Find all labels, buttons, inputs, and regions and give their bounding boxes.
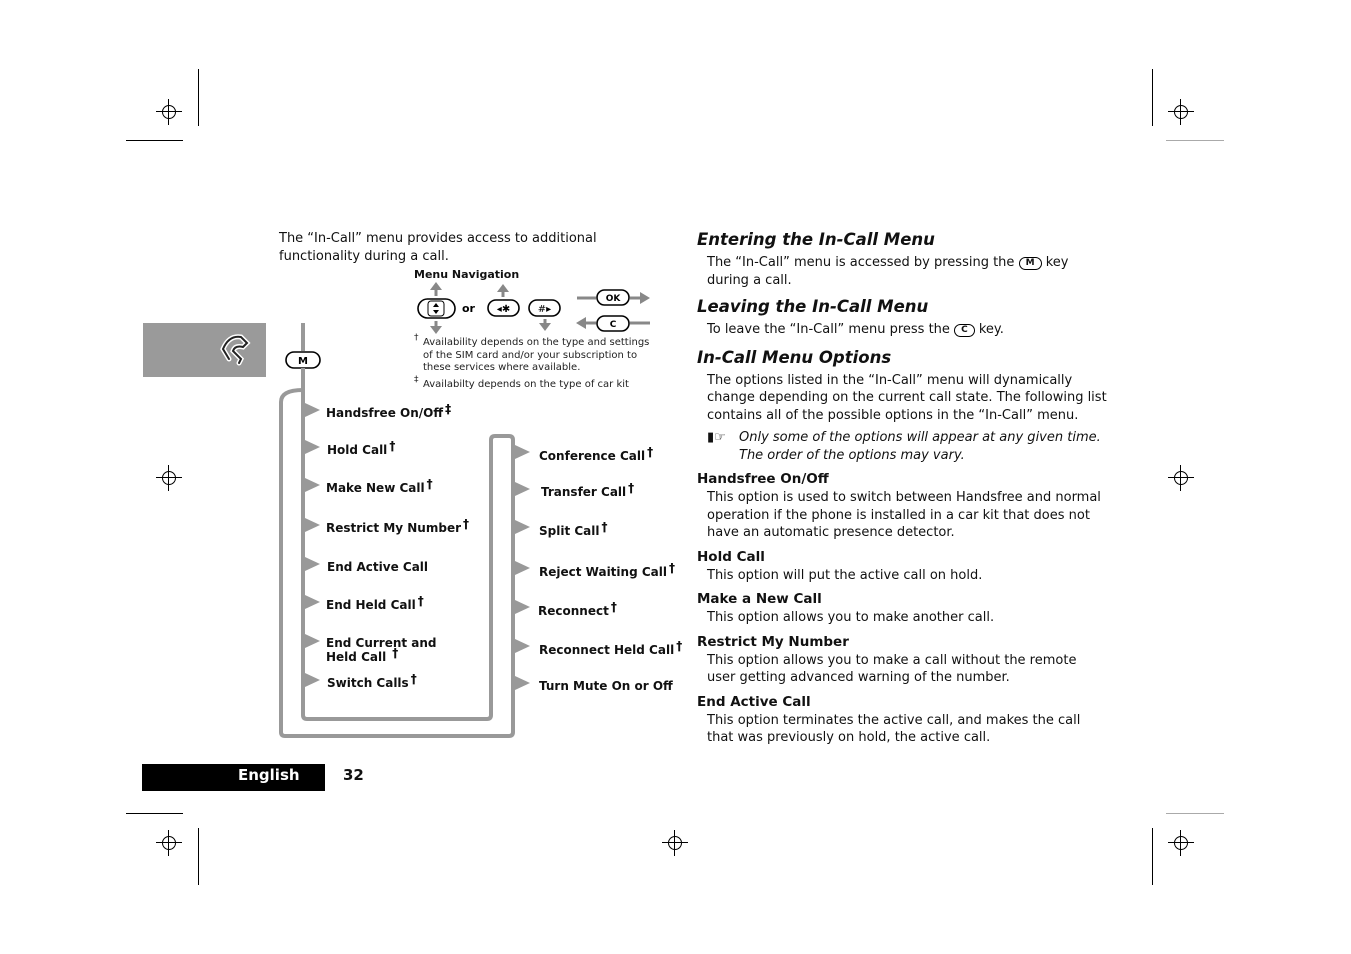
menu-item-end-current-line1: End Current and (326, 636, 437, 650)
section-text-leaving: To leave the “In-Call” menu press the C key. (707, 322, 1004, 337)
or-label: or (462, 302, 475, 315)
star-key-icon (488, 284, 519, 316)
ok-key-icon (577, 290, 650, 305)
page-number: 32 (343, 766, 364, 784)
section-title-entering: Entering the In-Call Menu (697, 230, 935, 249)
section-title-options: In-Call Menu Options (697, 347, 892, 367)
item-title-restrict-number: Restrict My Number (697, 633, 849, 650)
section-text-entering: The “In-Call” menu is accessed by pressing the M key during a call. (707, 255, 1069, 288)
nav-up-down-key-icon (418, 282, 455, 334)
footer-language: English (238, 766, 300, 784)
c-key-icon (576, 316, 650, 331)
double-dagger-text: Availabilty depends on the type of car kit (423, 379, 629, 390)
m-key-icon (286, 323, 320, 368)
item-title-end-active-call: End Active Call (697, 693, 811, 710)
item-text-make-new-call: This option allows you to make another call. (707, 610, 995, 625)
navigation-title: Menu Navigation (414, 268, 520, 281)
svg-text:M: M (298, 356, 308, 367)
svg-text:C: C (609, 320, 617, 330)
hash-key-icon (529, 300, 560, 331)
menu-item-turn-mute: Turn Mute On or Off (539, 679, 673, 693)
menu-item-end-current-line2: Held Call † (326, 646, 399, 664)
item-text-hold-call: This option will put the active call on hold. (707, 567, 983, 583)
svg-text:OK: OK (605, 294, 621, 304)
footnote-dagger (414, 332, 659, 375)
right-column (697, 229, 1107, 747)
menu-item-split-call: Split Call † (539, 520, 608, 538)
menu-item-reconnect-held-call: Reconnect Held Call † (539, 639, 683, 657)
menu-item-end-active-call: End Active Call (327, 560, 429, 574)
menu-item-make-new-call: Make New Call † (326, 477, 433, 495)
section-title-leaving: Leaving the In-Call Menu (697, 297, 929, 316)
footer-language-bar (142, 764, 325, 791)
menu-item-handsfree: Handsfree On/Off ‡ (326, 402, 452, 420)
dagger-text: Availability depends on the type and settings of the SIM card and/or your subscription to these services where available. (423, 337, 650, 373)
item-text-end-active-call: This option terminates the active call, and makes the call that was previously on hold, the active call. (707, 712, 1081, 745)
dagger-mark: † (414, 333, 419, 343)
menu-item-end-held-call: End Held Call † (326, 594, 424, 612)
svg-text:#▸: #▸ (537, 304, 552, 315)
menu-item-transfer-call: Transfer Call † (541, 481, 635, 499)
item-title-handsfree: Handsfree On/Off (697, 471, 829, 487)
menu-item-conference-call: Conference Call † (539, 445, 654, 463)
double-dagger-mark: ‡ (414, 375, 419, 385)
pointing-hand-icon: ▮☞ (707, 430, 726, 445)
menu-item-switch-calls: Switch Calls † (327, 672, 417, 690)
note (707, 429, 1107, 464)
menu-item-reconnect: Reconnect † (538, 600, 617, 618)
footnote-double-dagger (414, 374, 659, 392)
m-key-inline-icon: M (1019, 257, 1042, 270)
menu-item-restrict-number: Restrict My Number † (326, 517, 469, 535)
item-text-restrict-number: This option allows you to make a call without the remote user getting advanced warning of the number. (707, 652, 1077, 685)
c-key-inline-icon: C (954, 324, 975, 337)
menu-item-hold-call: Hold Call † (327, 439, 396, 457)
item-title-hold-call: Hold Call (697, 548, 765, 565)
item-title-make-new-call: Make a New Call (697, 591, 822, 607)
svg-text:◂✱: ◂✱ (496, 304, 511, 315)
item-text-handsfree: This option is used to switch between Handsfree and normal operation if the phone is installed in a car kit that does not have an automatic presence detector. (707, 490, 1101, 540)
section-text-options: The options listed in the “In-Call” menu will dynamically change depending on the current call state. The following list contains all of the possible options in the “In-Call” menu. (707, 372, 1107, 423)
intro-text: The “In-Call” menu provides access to additional functionality during a call. (279, 231, 597, 264)
note-text: Only some of the options will appear at any given time. The order of the options may vary. (739, 430, 1101, 463)
menu-item-reject-waiting-call: Reject Waiting Call † (539, 561, 675, 579)
